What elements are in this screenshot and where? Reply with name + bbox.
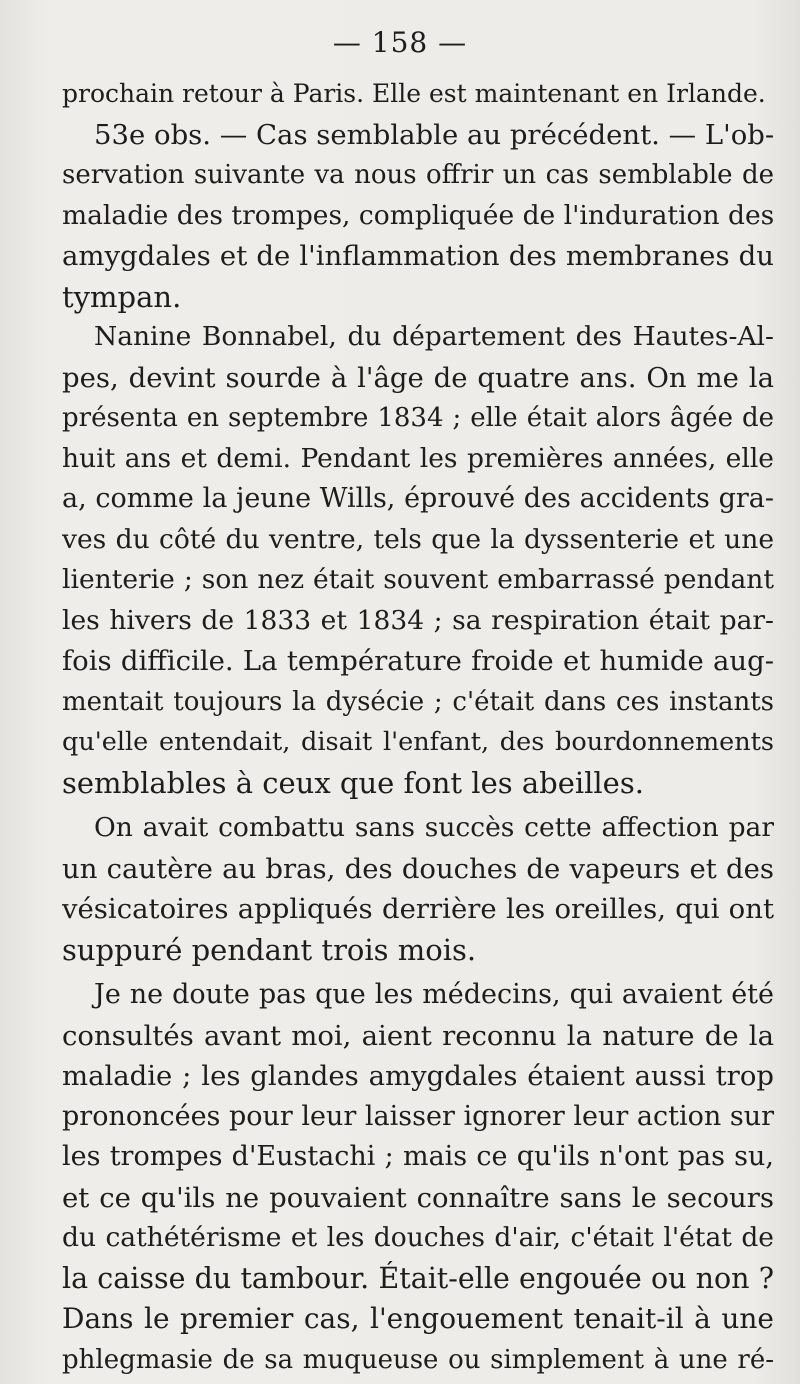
text-line: du cathétérisme et les douches d'air, c'était l'état de	[62, 1222, 774, 1253]
text-line: présenta en septembre 1834 ; elle était alors âgée de	[62, 403, 774, 433]
text-line: semblables à ceux que font les abeilles.	[62, 765, 644, 800]
text-line: consultés avant moi, aient reconnu la nature de la	[62, 1019, 774, 1052]
text-line: fois difficile. La température froide et humide aug-	[62, 645, 774, 677]
text-line: les hivers de 1833 et 1834 ; sa respiration était par-	[62, 604, 774, 636]
text-line: amygdales et de l'inflammation des membranes du	[62, 240, 774, 272]
text-line: On avait combattu sans succès cette affection par	[94, 812, 774, 843]
text-line: 53e obs. — Cas semblable au précédent. — L'ob-	[94, 118, 774, 151]
text-line: prononcées pour leur laisser ignorer leur action sur	[62, 1100, 774, 1132]
text-line: maladie des trompes, compliquée de l'induration des	[62, 199, 774, 231]
text-line: servation suivante va nous offrir un cas semblable de	[62, 160, 774, 190]
text-line: les trompes d'Eustachi ; mais ce qu'ils n'ont pas su,	[62, 1141, 774, 1172]
text-line: a, comme la jeune Wills, éprouvé des accidents gra-	[62, 483, 774, 514]
text-line: maladie ; les glandes amygdales étaient aussi trop	[62, 1060, 774, 1092]
text-line: huit ans et demi. Pendant les premières années, elle	[62, 442, 774, 474]
text-line: vésicatoires appliqués derrière les oreilles, qui ont	[62, 893, 774, 925]
body-text	[62, 74, 774, 1380]
page-number: — 158 —	[332, 26, 468, 59]
text-line: Je ne doute pas que les médecins, qui avaient été	[94, 979, 774, 1010]
text-line: lienterie ; son nez était souvent embarrassé pendant	[62, 564, 774, 595]
text-line: et ce qu'ils ne pouvaient connaître sans le secours	[62, 1181, 774, 1214]
text-line: mentait toujours la dysécie ; c'était dans ces instants	[62, 686, 774, 717]
text-line: Dans le premier cas, l'engouement tenait-il à une	[62, 1302, 774, 1335]
text-line: tympan.	[62, 279, 182, 314]
text-line: un cautère au bras, des douches de vapeurs et des	[62, 852, 774, 885]
text-line: qu'elle entendait, disait l'enfant, des bourdonnements	[62, 727, 774, 757]
text-line: phlegmasie de sa muqueuse ou simplement à une ré-	[62, 1344, 774, 1375]
text-line: prochain retour à Paris. Elle est maintenant en Irlande.	[62, 79, 766, 108]
text-line: suppuré pendant trois mois.	[62, 932, 477, 967]
text-line: pes, devint sourde à l'âge de quatre ans. On me la	[62, 361, 774, 394]
text-line: Nanine Bonnabel, du département des Hautes-Al-	[94, 321, 774, 352]
text-line: la caisse du tambour. Était-elle engouée ou non ?	[62, 1261, 774, 1295]
text-line: ves du côté du ventre, tels que la dyssenterie et une	[62, 523, 774, 555]
